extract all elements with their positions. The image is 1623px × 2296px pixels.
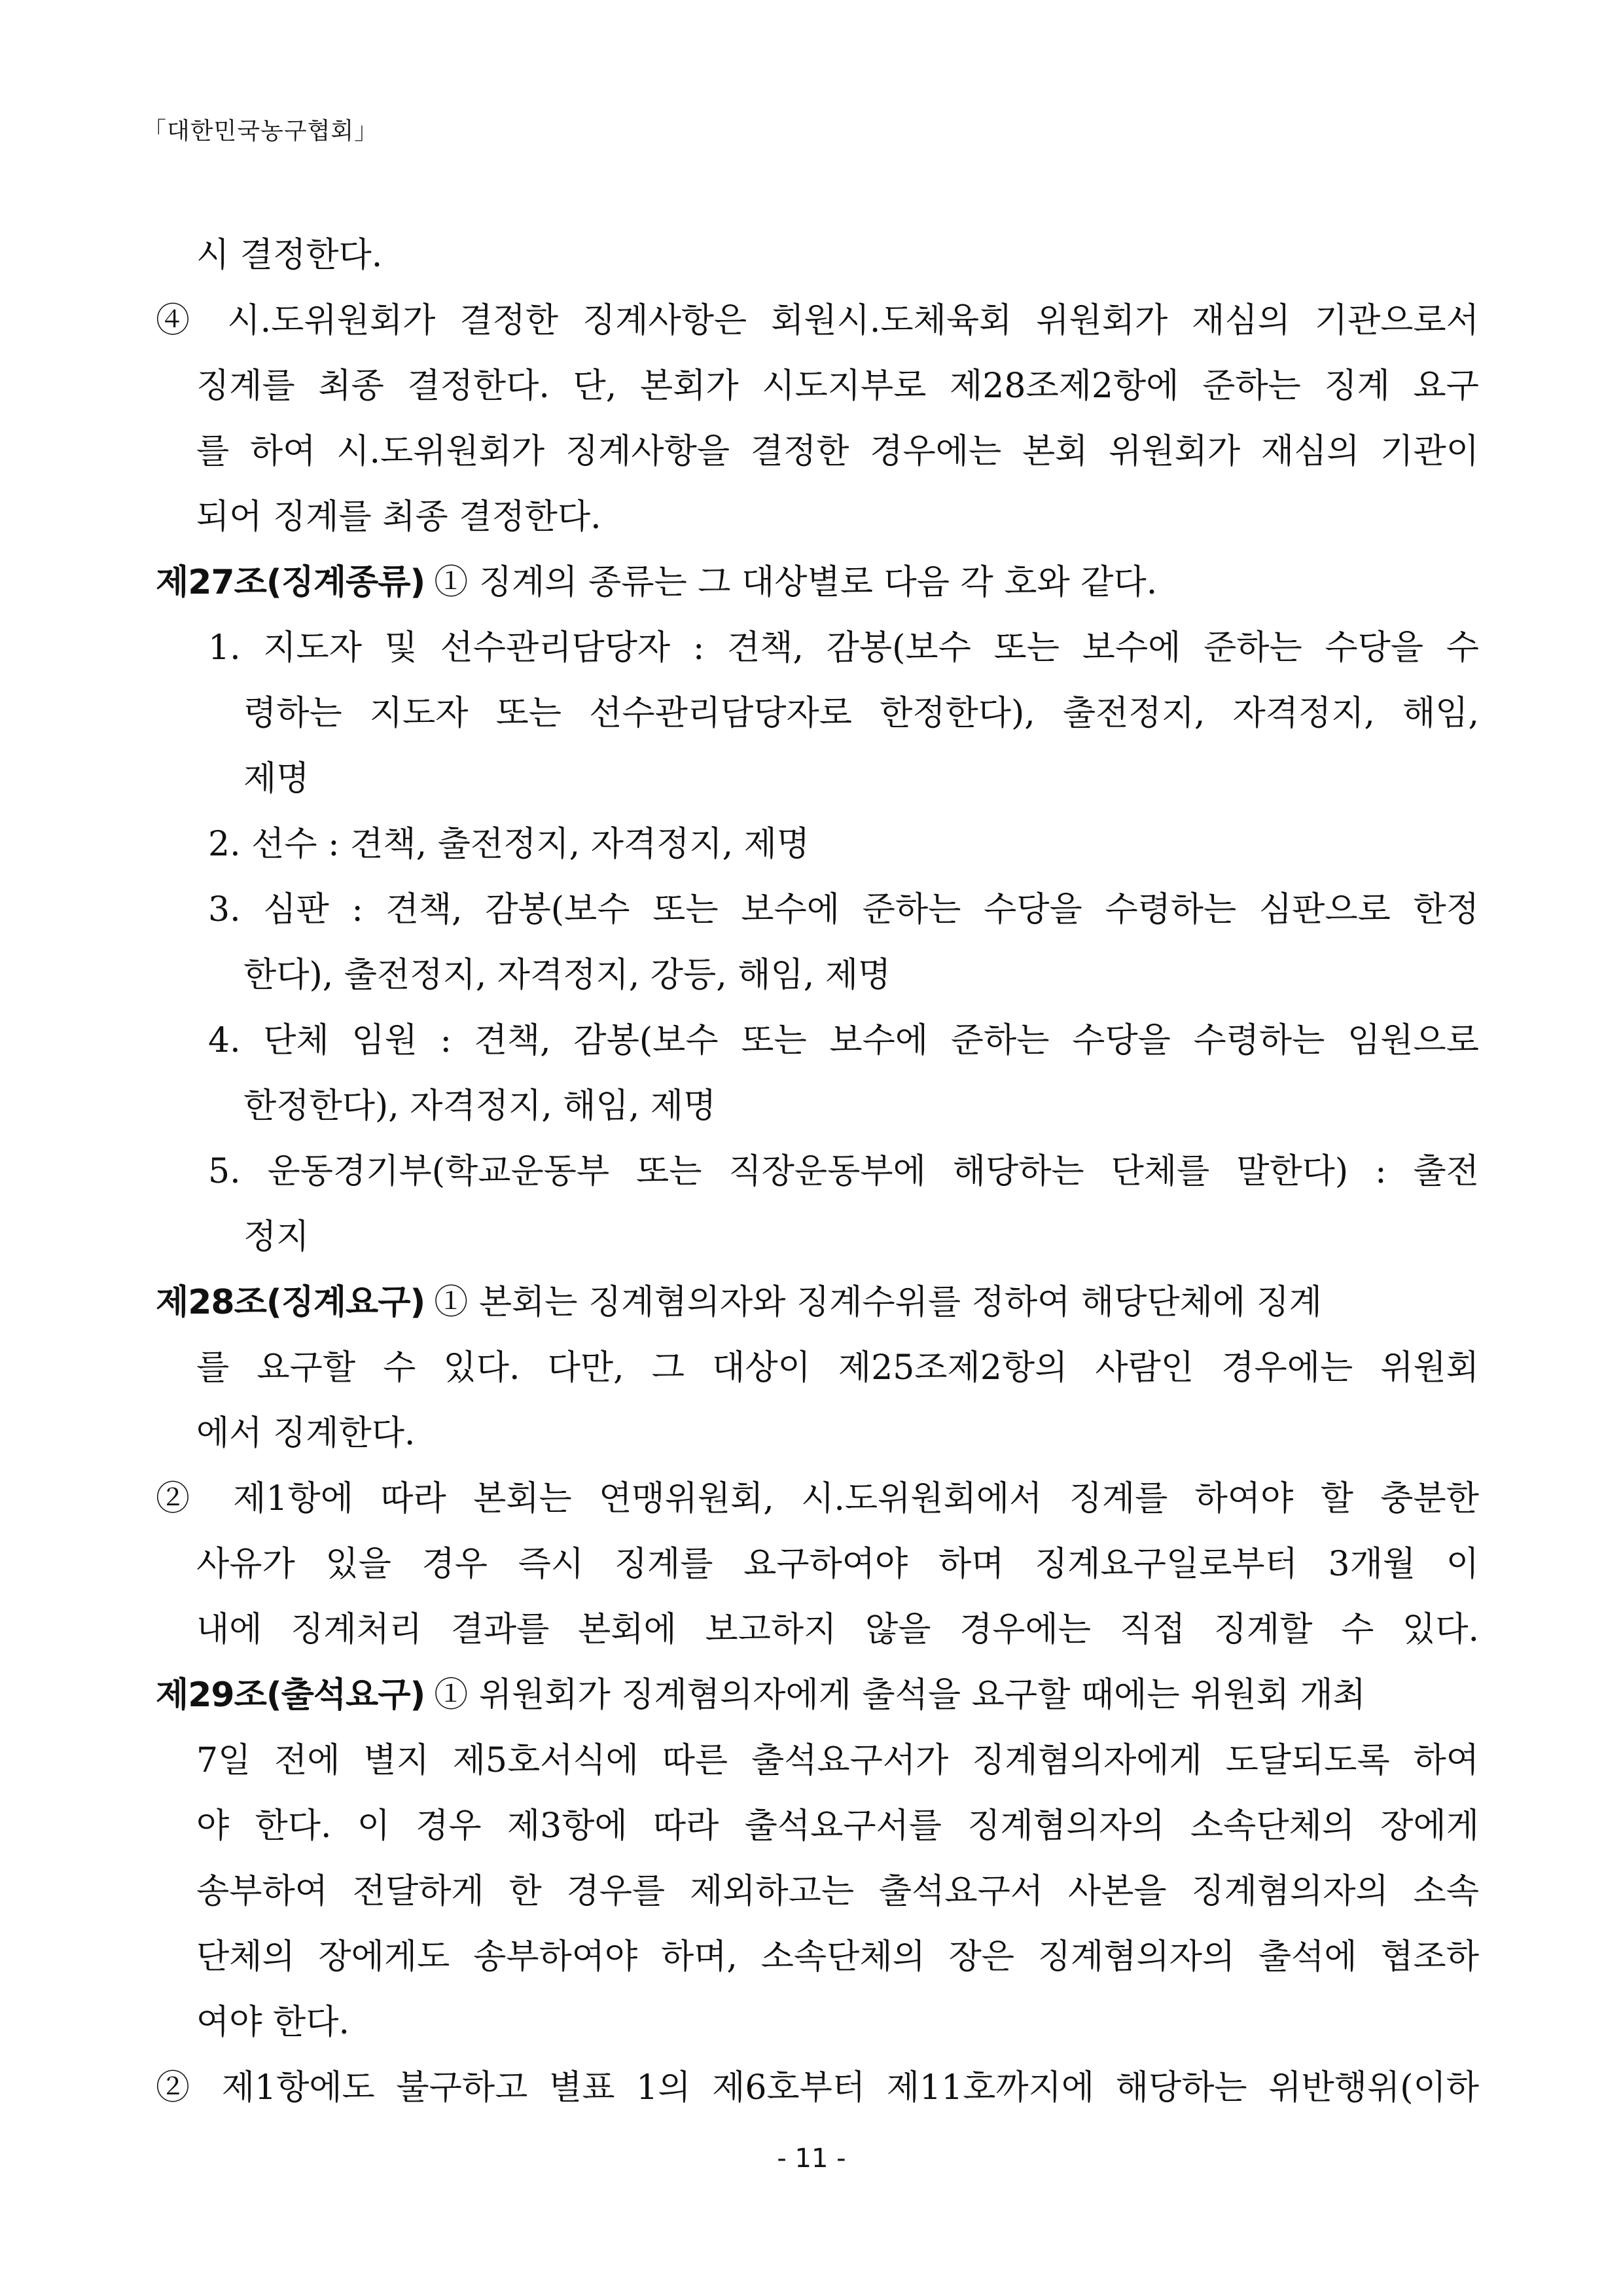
text-line: 야 한다. 이 경우 제3항에 따라 출석요구서를 징계혐의자의 소속단체의 장에게 [196,1806,1479,1846]
article-29-line [156,1662,1479,1728]
article-28-line [156,1270,1479,1335]
page-number: - 11 - [777,2144,846,2174]
text-line: 사유가 있을 경우 즉시 징계를 요구하여야 하며 징계요구일로부터 3개월 이 [196,1545,1479,1584]
text-line: 되어 징계를 최종 결정한다. [196,497,601,537]
text-line: 정지 [243,1217,310,1257]
text-line: 단체의 장에게도 송부하여야 하며, 소속단체의 장은 징계혐의자의 출석에 협조하 [196,1937,1479,1977]
text-line: 내에 징계처리 결과를 본회에 보고하지 않을 경우에는 직접 징계할 수 있다. [196,1610,1479,1649]
text-line: 에서 징계한다. [196,1414,416,1453]
text-line: 징계를 최종 결정한다. 단, 본회가 시도지부로 제28조제2항에 준하는 징계 요구 [196,367,1479,406]
article-27-line [156,550,1157,615]
text-line: 시 결정한다. [196,236,383,275]
article-heading: 제28조(징계요구) [156,1283,425,1322]
text-line: 여야 한다. [196,2003,349,2042]
article-text: ① 본회는 징계혐의자와 징계수위를 정하여 해당단체에 징계 [434,1283,1323,1322]
text-line: 한다), 출전정지, 자격정지, 강등, 해임, 제명 [243,956,891,995]
text-line: 3. 심판 : 견책, 감봉(보수 또는 보수에 준하는 수당을 수령하는 심판으로 한정 [208,890,1479,929]
article-text: ① 위원회가 징계혐의자에게 출석을 요구할 때에는 위원회 개최 [434,1676,1366,1715]
text-line: 를 요구할 수 있다. 다만, 그 대상이 제25조제2항의 사람인 경우에는 위원회 [196,1348,1479,1388]
text-line: ④ 시.도위원회가 결정한 징계사항은 회원시.도체육회 위원회가 재심의 기관으로서 [156,301,1479,340]
text-line: 2. 선수 : 견책, 출전정지, 자격정지, 제명 [208,825,810,864]
text-line: 1. 지도자 및 선수관리담당자 : 견책, 감봉(보수 또는 보수에 준하는 수당을 수 [208,628,1479,668]
text-line: 한정한다), 자격정지, 해임, 제명 [243,1086,717,1126]
text-line: 령하는 지도자 또는 선수관리담당자로 한정한다), 출전정지, 자격정지, 해임, [243,694,1479,733]
text-line: 7일 전에 별지 제5호서식에 따른 출석요구서가 징계혐의자에게 도달되도록 하여 [196,1741,1479,1780]
text-line: ② 제1항에도 불구하고 별표 1의 제6호부터 제11호까지에 해당하는 위반행위(이하 [156,2068,1479,2108]
article-heading: 제29조(출석요구) [156,1676,425,1715]
text-line: 를 하여 시.도위원회가 징계사항을 결정한 경우에는 본회 위원회가 재심의 기관이 [196,432,1479,471]
text-line: ② 제1항에 따라 본회는 연맹위원회, 시.도위원회에서 징계를 하여야 할 충분한 [156,1479,1479,1518]
text-line: 5. 운동경기부(학교운동부 또는 직장운동부에 해당하는 단체를 말한다) : 출전 [208,1152,1479,1191]
text-line: 제명 [243,759,310,798]
article-text: ① 징계의 종류는 그 대상별로 다음 각 호와 같다. [434,563,1158,602]
document-header: 「대한민국농구협회」 [143,118,379,145]
article-heading: 제27조(징계종류) [156,563,425,602]
text-line: 송부하여 전달하게 한 경우를 제외하고는 출석요구서 사본을 징계혐의자의 소속 [196,1872,1479,1911]
text-line: 4. 단체 임원 : 견책, 감봉(보수 또는 보수에 준하는 수당을 수령하는 임원으로 [208,1021,1479,1060]
